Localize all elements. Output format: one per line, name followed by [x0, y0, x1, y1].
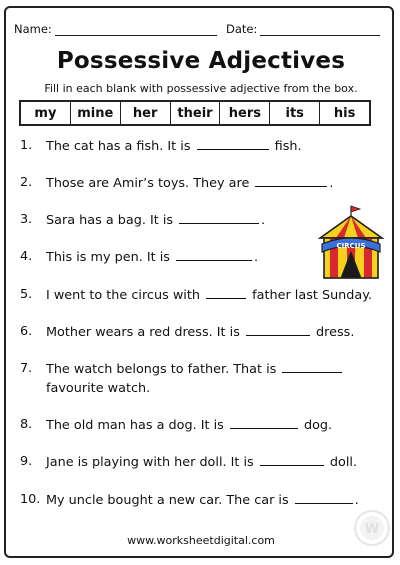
question-before: Mother wears a red dress. It is — [46, 325, 240, 340]
question-10 — [20, 490, 359, 510]
question-number: 3. — [20, 212, 33, 227]
question-text — [46, 285, 372, 305]
circus-tent-icon — [314, 204, 388, 284]
question-number: 9. — [20, 454, 33, 469]
answer-blank[interactable] — [260, 452, 324, 466]
word-box-cell: their — [170, 102, 220, 124]
question-after: dog. — [303, 418, 333, 433]
question-before: The old man has a dog. It is — [46, 418, 224, 433]
question-text — [46, 247, 258, 267]
question-text — [46, 490, 359, 510]
instruction-text: Fill in each blank with possessive adjective from the box. — [44, 82, 358, 95]
question-text — [46, 136, 302, 156]
answer-blank[interactable] — [197, 136, 269, 150]
question-before: My uncle bought a new car. The car is — [46, 493, 289, 508]
watermark-letter: W — [364, 522, 380, 537]
answer-blank[interactable] — [176, 247, 252, 261]
question-before: The cat has a fish. It is — [46, 139, 191, 154]
watermark-logo-icon — [352, 508, 392, 548]
word-box — [19, 100, 371, 126]
name-field — [14, 22, 217, 36]
answer-blank[interactable] — [206, 285, 246, 299]
question-before: Those are Amir’s toys. They are — [46, 176, 250, 191]
question-4 — [20, 247, 258, 267]
answer-blank[interactable] — [246, 322, 310, 336]
word-box-cell: mine — [70, 102, 120, 124]
footer-url: www.worksheetdigital.com — [127, 534, 275, 547]
word-box-cell: its — [269, 102, 319, 124]
question-before: This is my pen. It is — [46, 250, 170, 265]
question-line2: favourite watch. — [46, 381, 151, 396]
question-text — [46, 322, 354, 342]
question-text — [46, 173, 333, 193]
name-line[interactable] — [55, 23, 217, 36]
question-after: father last Sunday. — [252, 288, 373, 303]
header-row — [14, 22, 386, 38]
question-before: Jane is playing with her doll. It is — [46, 455, 254, 470]
question-after: . — [261, 213, 266, 228]
question-number: 8. — [20, 417, 33, 432]
word-box-cell: hers — [219, 102, 269, 124]
question-after: . — [329, 176, 334, 191]
question-after: . — [254, 250, 259, 265]
question-after: dress. — [316, 325, 355, 340]
question-2 — [20, 173, 333, 193]
date-field — [226, 22, 380, 36]
word-box-cell: her — [120, 102, 170, 124]
question-7 — [20, 359, 344, 398]
answer-blank[interactable] — [282, 359, 342, 373]
answer-blank[interactable] — [179, 210, 259, 224]
answer-blank[interactable] — [295, 490, 353, 504]
word-box-cell: his — [319, 102, 369, 124]
question-number: 6. — [20, 324, 33, 339]
question-number: 2. — [20, 175, 33, 190]
question-number: 1. — [20, 138, 33, 153]
question-3 — [20, 210, 265, 230]
question-text — [46, 359, 344, 398]
answer-blank[interactable] — [230, 415, 298, 429]
question-5 — [20, 285, 372, 305]
date-label: Date: — [226, 22, 258, 36]
question-number: 7. — [20, 361, 33, 376]
worksheet-page — [4, 6, 394, 558]
circus-sign-text: CIRCUS — [336, 242, 366, 250]
question-9 — [20, 452, 357, 472]
question-text — [46, 415, 332, 435]
answer-blank[interactable] — [255, 173, 327, 187]
question-before: Sara has a bag. It is — [46, 213, 174, 228]
question-after: fish. — [274, 139, 302, 154]
question-text — [46, 452, 357, 472]
question-number: 10. — [20, 492, 41, 507]
question-after: doll. — [329, 455, 358, 470]
word-box-cell: my — [34, 105, 57, 121]
question-1 — [20, 136, 302, 156]
question-after: . — [354, 493, 359, 508]
question-number: 5. — [20, 287, 33, 302]
question-number: 4. — [20, 249, 33, 264]
page-title: Possessive Adjectives — [56, 48, 346, 74]
date-line[interactable] — [260, 23, 380, 36]
question-before: The watch belongs to father. That is — [46, 362, 277, 377]
name-label: Name: — [14, 22, 52, 36]
question-8 — [20, 415, 332, 435]
question-before: I went to the circus with — [46, 288, 200, 303]
question-text — [46, 210, 265, 230]
question-6 — [20, 322, 354, 342]
